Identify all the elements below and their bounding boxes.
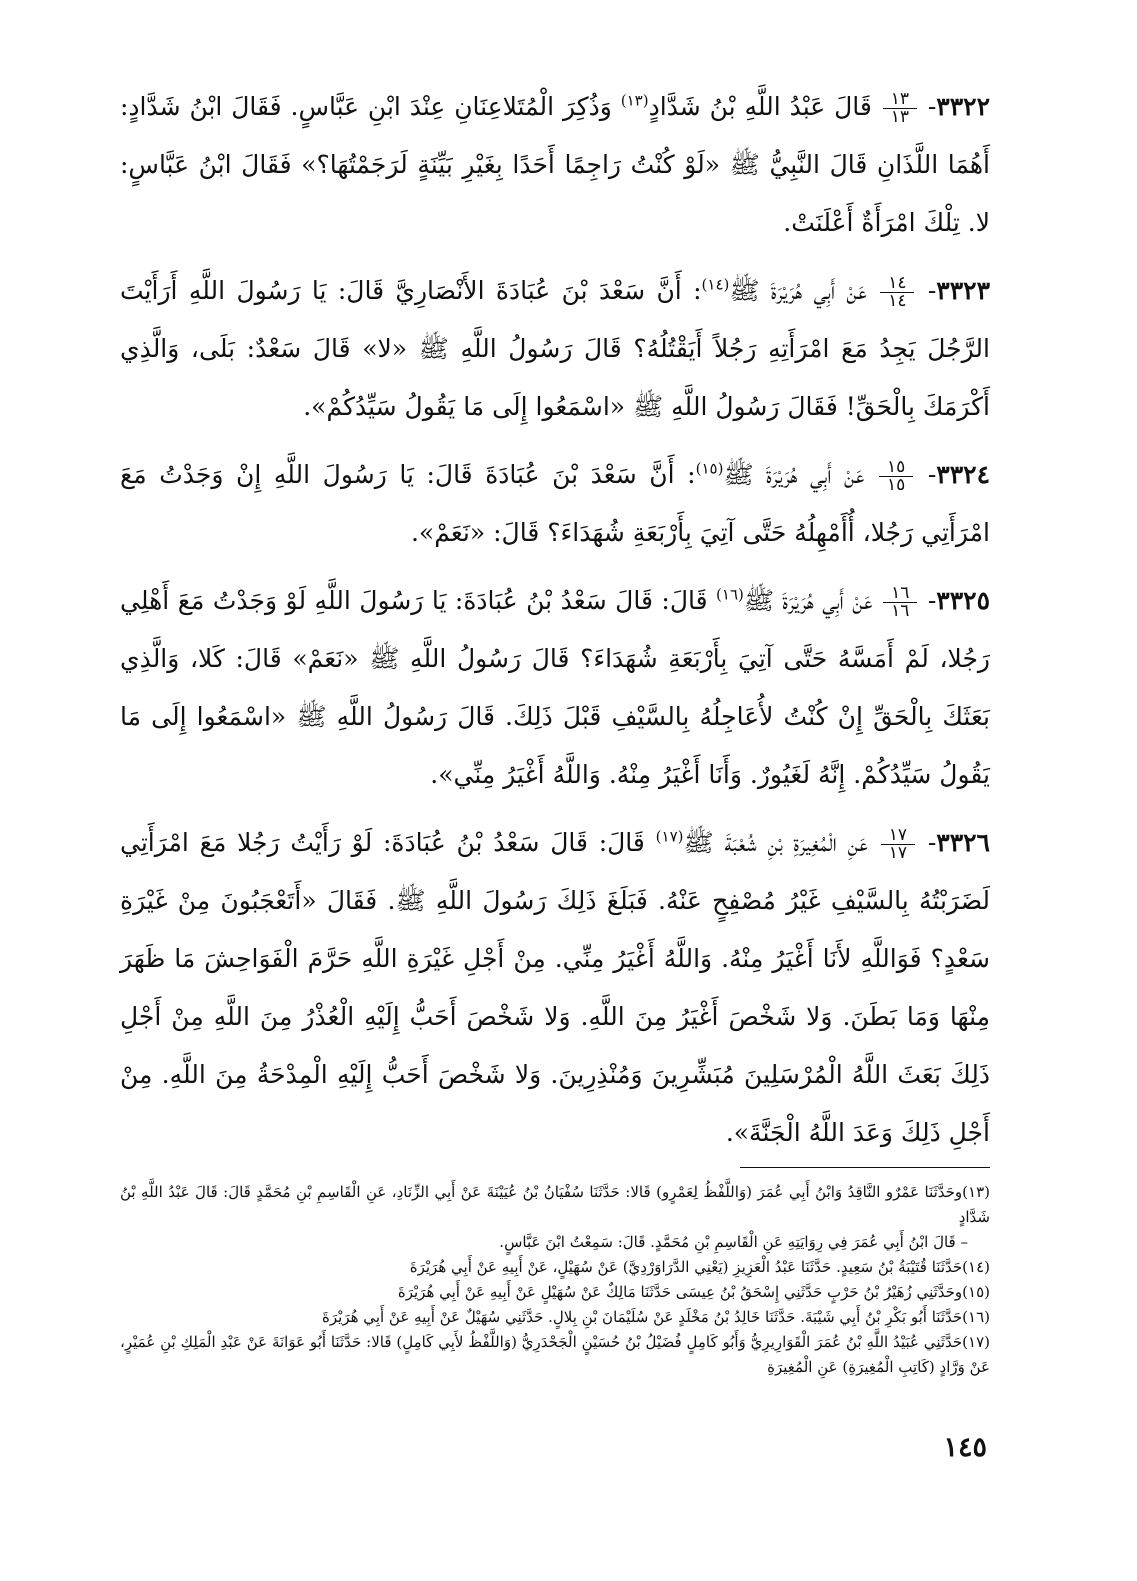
- hadith-text: قَالَ: قَالَ سَعْدُ بْنُ عُبَادَةَ: يَا رَسُولَ اللَّهِ لَوْ وَجَدْتُ مَعَ أَهْلِي رَجُلا، لَمْ أَمَسَّهُ حَتَّى آتِيَ بِأَرْبَعَةِ شُهَدَاءَ؟ قَالَ رَسُولُ اللَّهِ ﷺ «نَعَمْ» قَالَ: كَلا، وَالَّذِي بَعَثَكَ بِالْحَقِّ إِنْ كُنْتُ لأُعَاجِلُهُ بِالسَّيْفِ قَبْلَ ذَلِكَ. قَالَ رَسُولُ اللَّهِ ﷺ «اسْمَعُوا إِلَى مَا يَقُولُ سَيِّدُكُمْ. إِنَّهُ لَغَيُورٌ. وَأَنَا أَغْيَرُ مِنْهُ. وَاللَّهُ أَغْيَرُ مِنِّي».: [120, 586, 990, 789]
- footnote-17: (١٧)حَدَّثَنِي عُبَيْدُ اللَّهِ بْنُ عُمَرَ الْقَوَارِيرِيُّ وَأَبُو كَامِلٍ فُضَيْلُ بْنُ حُسَيْنٍ الْجَحْدَرِيُّ (وَاللَّفْظُ لأَبِي كَامِلٍ) قَالا: حَدَّثَنَا أَبُو عَوَانَةَ عَنْ عَبْدِ الْمَلِكِ بْنِ عُمَيْرٍ، عَنْ وَرَّادٍ (كَاتِبِ الْمُغِيرَةِ) عَنِ الْمُغِيرَةِ: [120, 1333, 990, 1376]
- hadith-intro: قَالَ عَبْدُ اللَّهِ بْنُ شَدَّادٍ: [648, 92, 872, 121]
- hadith-fraction: $\frac{١٤}{١٤}$: [880, 275, 914, 310]
- hadith-text: قَالَ: قَالَ سَعْدُ بْنُ عُبَادَةَ: لَوْ رَأَيْتُ رَجُلا مَعَ امْرَأَتِي لَضَرَبْتُهُ بِالسَّيْفِ غَيْرُ مُصْفِحٍ عَنْهُ. فَبَلَغَ ذَلِكَ رَسُولَ اللَّهِ ﷺ. فَقَالَ «أَتَعْجَبُونَ مِنْ غَيْرَةِ سَعْدٍ؟ فَوَاللَّهِ لأَنَا أَغْيَرُ مِنْهُ. وَاللَّهُ أَغْيَرُ مِنِّي. مِنْ أَجْلِ غَيْرَةِ اللَّهِ حَرَّمَ الْفَوَاحِشَ مَا ظَهَرَ مِنْهَا وَمَا بَطَنَ. وَلا شَخْصَ أَغْيَرُ مِنَ اللَّهِ. وَلا شَخْصَ أَحَبُّ إِلَيْهِ الْعُذْرُ مِنَ اللَّهِ مِنْ أَجْلِ ذَلِكَ بَعَثَ اللَّهُ الْمُرْسَلِينَ مُبَشِّرِينَ وَمُنْذِرِينَ. وَلا شَخْصَ أَحَبُّ إِلَيْهِ الْمِدْحَةُ مِنَ اللَّهِ. مِنْ أَجْلِ ذَلِكَ وَعَدَ اللَّهُ الْجَنَّةَ».: [120, 828, 990, 1147]
- hadith-fraction: $\frac{١٦}{١٦}$: [883, 585, 917, 620]
- hadith-3324: ٣٣٢٤- $\frac{١٥}{١٥}$ عَنْ أَبِي هُرَيْرَةَ ﷺ$^{(١٥)}$: أَنَّ سَعْدَ بْنَ عُبَادَةَ قَالَ: يَا رَسُولَ اللَّهِ إِنْ وَجَدْتُ مَعَ امْرَأَتِي رَجُلا، أُأَمْهِلُهُ حَتَّى آتِيَ بِأَرْبَعَةِ شُهَدَاءَ؟ قَالَ: «نَعَمْ».: [120, 457, 990, 547]
- hadith-number: ٣٣٢٤: [936, 460, 990, 489]
- footnote-divider: [740, 1167, 990, 1168]
- page-number: ١٤٥: [943, 1432, 987, 1463]
- hadith-3322: ٣٣٢٢- $\frac{١٣}{١٣}$ قَالَ عَبْدُ اللَّهِ بْنُ شَدَّادٍ$^{(١٣)}$ وَذُكِرَ الْمُتَلاعِنَانِ عِنْدَ ابْنِ عَبَّاسٍ. فَقَالَ ابْنُ شَدَّادٍ: أَهُمَا اللَّذَانِ قَالَ النَّبِيُّ ﷺ «لَوْ كُنْتُ رَاجِمًا أَحَدًا بِغَيْرِ بَيِّنَةٍ لَرَجَمْتُهَا؟» فَقَالَ ابْنُ عَبَّاسٍ: لا. تِلْكَ امْرَأَةٌ أَعْلَنَتْ.: [120, 89, 990, 237]
- hadith-number: ٣٣٢٥: [936, 586, 990, 615]
- hadith-3323: ٣٣٢٣- $\frac{١٤}{١٤}$ عَنْ أَبِي هُرَيْرَةَ ﷺ$^{(١٤)}$: أَنَّ سَعْدَ بْنَ عُبَادَةَ الأَنْصَارِيَّ قَالَ: يَا رَسُولَ اللَّهِ أَرَأَيْتَ الرَّجُلَ يَجِدُ مَعَ امْرَأَتِهِ رَجُلاً أَيَقْتُلُهُ؟ قَالَ رَسُولُ اللَّهِ ﷺ «لا» قَالَ سَعْدٌ: بَلَى، وَالَّذِي أَكْرَمَكَ بِالْحَقِّ! فَقَالَ رَسُولُ اللَّهِ ﷺ «اسْمَعُوا إِلَى مَا يَقُولُ سَيِّدُكُمْ».: [120, 273, 990, 421]
- hadith-fraction: $\frac{١٥}{١٥}$: [879, 459, 913, 494]
- hadith-text: : أَنَّ سَعْدَ بْنَ عُبَادَةَ الأَنْصَارِيَّ قَالَ: يَا رَسُولَ اللَّهِ أَرَأَيْتَ الرَّجُلَ يَجِدُ مَعَ امْرَأَتِهِ رَجُلاً أَيَقْتُلُهُ؟ قَالَ رَسُولُ اللَّهِ ﷺ «لا» قَالَ سَعْدٌ: بَلَى، وَالَّذِي أَكْرَمَكَ بِالْحَقِّ! فَقَالَ رَسُولُ اللَّهِ ﷺ «اسْمَعُوا إِلَى مَا يَقُولُ سَيِّدُكُمْ».: [120, 276, 990, 421]
- hadith-intro: عَنْ أَبِي هُرَيْرَةَ ﷺ: [723, 460, 865, 489]
- hadith-number: ٣٣٢٦: [936, 828, 990, 857]
- hadith-text: : أَنَّ سَعْدَ بْنَ عُبَادَةَ قَالَ: يَا رَسُولَ اللَّهِ إِنْ وَجَدْتُ مَعَ امْرَأَتِي رَجُلا، أُأَمْهِلُهُ حَتَّى آتِيَ بِأَرْبَعَةِ شُهَدَاءَ؟ قَالَ: «نَعَمْ».: [120, 460, 990, 547]
- footnote-14: (١٤)حَدَّثَنَا قُتَيْبَةُ بْنُ سَعِيدٍ. حَدَّثَنَا عَبْدُ الْعَزِيزِ (يَعْنِي الدَّرَاوَرْدِيَّ) عَنْ سُهَيْلٍ، عَنْ أَبِيهِ عَنْ أَبِي هُرَيْرَةَ: [409, 1258, 990, 1276]
- hadith-3325: ٣٣٢٥- $\frac{١٦}{١٦}$ عَنْ أَبِي هُرَيْرَةَ ﷺ$^{(١٦)}$ قَالَ: قَالَ سَعْدُ بْنُ عُبَادَةَ: يَا رَسُولَ اللَّهِ لَوْ وَجَدْتُ مَعَ أَهْلِي رَجُلا، لَمْ أَمَسَّهُ حَتَّى آتِيَ بِأَرْبَعَةِ شُهَدَاءَ؟ قَالَ رَسُولُ اللَّهِ ﷺ «نَعَمْ» قَالَ: كَلا، وَالَّذِي بَعَثَكَ بِالْحَقِّ إِنْ كُنْتُ لأُعَاجِلُهُ بِالسَّيْفِ قَبْلَ ذَلِكَ. قَالَ رَسُولُ اللَّهِ ﷺ «اسْمَعُوا إِلَى مَا يَقُولُ سَيِّدُكُمْ. إِنَّهُ لَغَيُورٌ. وَأَنَا أَغْيَرُ مِنْهُ. وَاللَّهُ أَغْيَرُ مِنِّي».: [120, 583, 990, 789]
- footnote-ref[interactable]: (١٧): [655, 827, 684, 846]
- hadith-intro: عَنْ أَبِي هُرَيْرَةَ ﷺ: [729, 276, 867, 305]
- footnotes-section: [120, 1180, 990, 1380]
- footnote-ref[interactable]: (١٣): [620, 91, 649, 110]
- hadith-intro: عَنْ أَبِي هُرَيْرَةَ ﷺ: [743, 586, 873, 615]
- hadith-intro: عَنِ الْمُغِيرَةِ بْنِ شُعْبَةَ ﷺ: [683, 828, 868, 857]
- hadith-fraction: $\frac{١٧}{١٧}$: [881, 827, 915, 862]
- footnote-13: (١٣)وحَدَّثَنَا عَمْرٌو النَّاقِدُ وَابْنُ أَبِي عُمَرَ (وَاللَّفْظُ لِعَمْرٍو) قَالا: حَدَّثَنَا سُفْيَانُ بْنُ عُيَيْنَةَ عَنْ أَبِي الزِّنَادِ، عَنِ الْقَاسِمِ بْنِ مُحَمَّدٍ قَالَ: قَالَ عَبْدُ اللَّهِ بْنُ شَدَّادٍ: [120, 1183, 990, 1226]
- hadith-number: ٣٣٢٣: [936, 276, 990, 305]
- footnote-ref[interactable]: (١٤): [701, 275, 730, 294]
- hadith-body: [120, 78, 990, 1172]
- hadith-3326: ٣٣٢٦- $\frac{١٧}{١٧}$ عَنِ الْمُغِيرَةِ بْنِ شُعْبَةَ ﷺ$^{(١٧)}$ قَالَ: قَالَ سَعْدُ بْنُ عُبَادَةَ: لَوْ رَأَيْتُ رَجُلا مَعَ امْرَأَتِي لَضَرَبْتُهُ بِالسَّيْفِ غَيْرُ مُصْفِحٍ عَنْهُ. فَبَلَغَ ذَلِكَ رَسُولَ اللَّهِ ﷺ. فَقَالَ «أَتَعْجَبُونَ مِنْ غَيْرَةِ سَعْدٍ؟ فَوَاللَّهِ لأَنَا أَغْيَرُ مِنْهُ. وَاللَّهُ أَغْيَرُ مِنِّي. مِنْ أَجْلِ غَيْرَةِ اللَّهِ حَرَّمَ الْفَوَاحِشَ مَا ظَهَرَ مِنْهَا وَمَا بَطَنَ. وَلا شَخْصَ أَغْيَرُ مِنَ اللَّهِ. وَلا شَخْصَ أَحَبُّ إِلَيْهِ الْعُذْرُ مِنَ اللَّهِ مِنْ أَجْلِ ذَلِكَ بَعَثَ اللَّهُ الْمُرْسَلِينَ مُبَشِّرِينَ وَمُنْذِرِينَ. وَلا شَخْصَ أَحَبُّ إِلَيْهِ الْمِدْحَةُ مِنَ اللَّهِ. مِنْ أَجْلِ ذَلِكَ وَعَدَ اللَّهُ الْجَنَّةَ».: [120, 825, 990, 1147]
- footnote-16: (١٦)حَدَّثَنَا أَبُو بَكْرِ بْنُ أَبِي شَيْبَةَ. حَدَّثَنَا خَالِدُ بْنُ مَخْلَدٍ عَنْ سُلَيْمَانَ بْنِ بِلالٍ. حَدَّثَنِي سُهَيْلٌ عَنْ أَبِيهِ عَنْ أَبِي هُرَيْرَةَ: [322, 1308, 990, 1326]
- footnote-ref[interactable]: (١٥): [695, 459, 724, 478]
- footnote-13-continued: – قَالَ ابْنُ أَبِي عُمَرَ فِي رِوَايَتِهِ عَنِ الْقَاسِمِ بْنِ مُحَمَّدٍ. قَالَ: سَمِعْتُ ابْنَ عَبَّاسٍ.: [499, 1233, 968, 1251]
- hadith-number: ٣٣٢٢: [936, 92, 990, 121]
- hadith-text: وَذُكِرَ الْمُتَلاعِنَانِ عِنْدَ ابْنِ عَبَّاسٍ. فَقَالَ ابْنُ شَدَّادٍ: أَهُمَا اللَّذَانِ قَالَ النَّبِيُّ ﷺ «لَوْ كُنْتُ رَاجِمًا أَحَدًا بِغَيْرِ بَيِّنَةٍ لَرَجَمْتُهَا؟» فَقَالَ ابْنُ عَبَّاسٍ: لا. تِلْكَ امْرَأَةٌ أَعْلَنَتْ.: [120, 92, 990, 237]
- hadith-fraction: $\frac{١٣}{١٣}$: [883, 91, 917, 126]
- footnote-ref[interactable]: (١٦): [716, 585, 744, 604]
- footnote-15: (١٥)وحَدَّثَنِي زُهَيْرُ بْنُ حَرْبٍ حَدَّثَنِي إِسْحَقُ بْنُ عِيسَى حَدَّثَنَا مَالِكٌ عَنْ سُهَيْلٍ عَنْ أَبِيهِ عَنْ أَبِي هُرَيْرَةَ: [397, 1283, 990, 1301]
